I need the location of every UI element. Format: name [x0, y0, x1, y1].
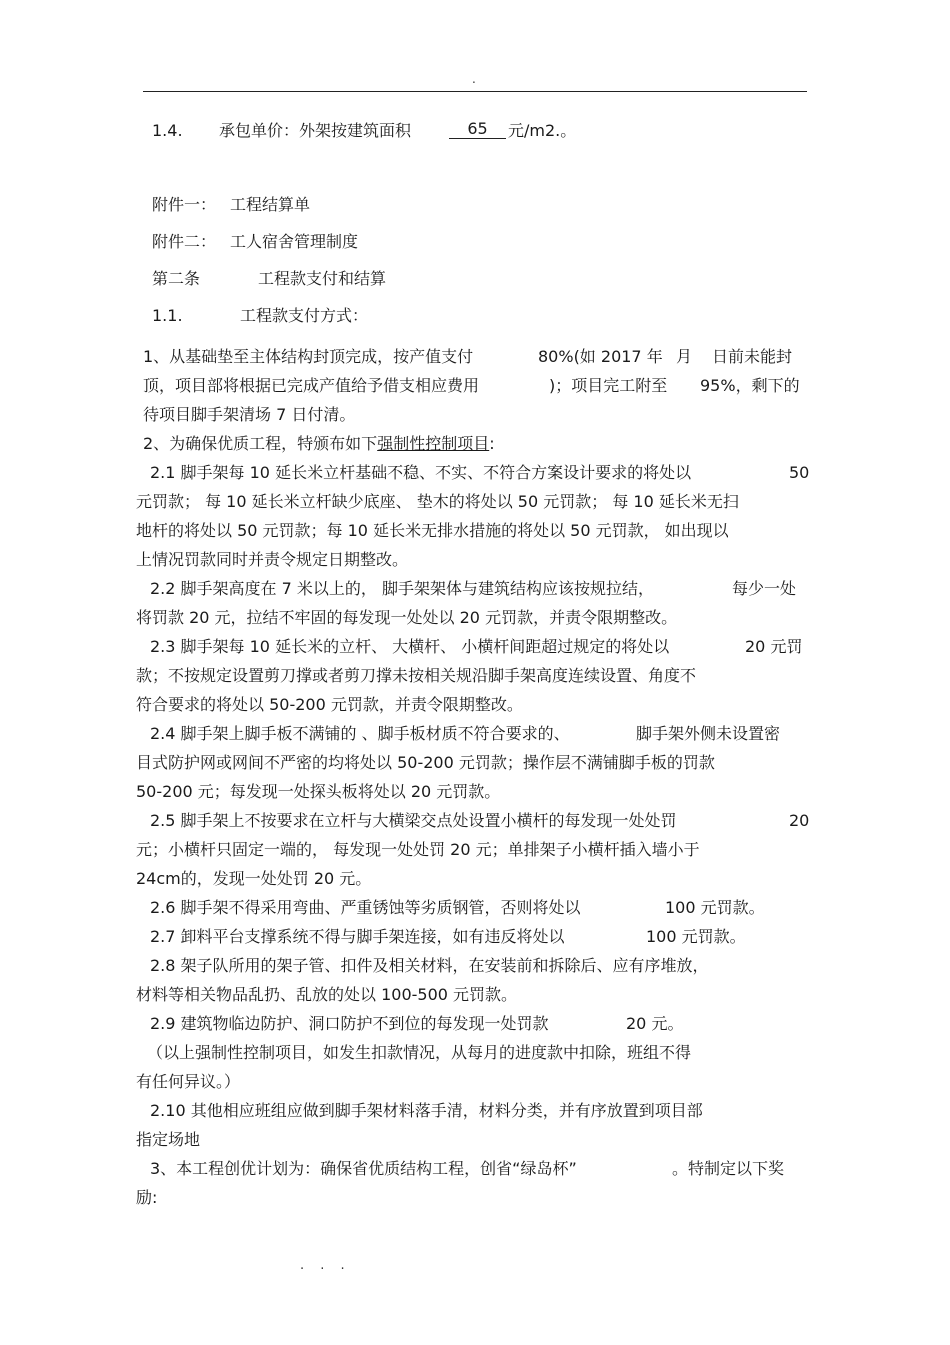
payment-text: 顶，项目部将根据已完成产值给予借支相应费用: [143, 376, 480, 395]
rule-text: 50-200 元；每发现一处探头板将处以 20 元罚款。: [136, 782, 501, 801]
rule-text: 元；小横杆只固定一端的， 每发现一处处罚 20 元；单排架子小横杆插入墙小于: [136, 840, 700, 859]
item-1-4-number: 1.4.: [152, 121, 183, 140]
controls-intro-underlined: 强制性控制项目: [377, 434, 490, 453]
plan-text: 3、本工程创优计划为：确保省优质结构工程，创省“绿岛杯”: [150, 1159, 577, 1178]
item-1-1-title: 工程款支付方式：: [240, 306, 369, 325]
attachment-label: 附件二：: [152, 232, 217, 251]
rule-text: 2.6 脚手架不得采用弯曲、严重锈蚀等劣质钢管，否则将处以: [150, 898, 581, 917]
plan-text: 励:: [136, 1188, 158, 1207]
rule-text: 每少一处: [732, 579, 797, 598]
item-1-1-number: 1.1.: [152, 306, 183, 325]
item-1-4-label: 承包单价：外架按建筑面积: [219, 121, 412, 140]
controls-intro-text: 2、为确保优质工程，特颁布如下: [143, 434, 378, 453]
payment-text: 待项目脚手架清场 7 日付清。: [143, 405, 356, 424]
rule-text: 20: [789, 811, 810, 830]
rule-text: 脚手架外侧未设置密: [636, 724, 781, 743]
note-text: 有任何异议。）: [136, 1072, 241, 1091]
payment-text: 80%(如 2017 年: [538, 347, 663, 366]
attachment-text: 工人宿舍管理制度: [230, 232, 359, 251]
payment-text: 95%，剩下的: [700, 376, 800, 395]
rule-text: 款；不按规定设置剪刀撑或者剪刀撑未按相关规沿脚手架高度连续设置、角度不: [136, 666, 697, 685]
rule-text: 指定场地: [136, 1130, 201, 1149]
rule-text: 地杆的将处以 50 元罚款；每 10 延长米无排水措施的将处以 50 元罚款， 如出现以: [136, 521, 729, 540]
attachment-text: 工程结算单: [230, 195, 311, 214]
rule-text: 2.9 建筑物临边防护、洞口防护不到位的每发现一处罚款: [150, 1014, 549, 1033]
rule-text: 2.7 卸料平台支撑系统不得与脚手架连接，如有违反将处以: [150, 927, 565, 946]
rule-text: 2.8 架子队所用的架子管、扣件及相关材料，在安装前和拆除后、应有序堆放，: [150, 956, 709, 975]
note-text: （以上强制性控制项目，如发生扣款情况，从每月的进度款中扣除，班组不得: [147, 1043, 692, 1062]
rule-text: 目式防护网或网间不严密的均将处以 50-200 元罚款；操作层不满铺脚手板的罚款: [136, 753, 715, 772]
payment-text: 1、从基础垫至主体结构封顶完成，按产值支付: [143, 347, 474, 366]
header-mark: .: [472, 72, 476, 86]
header-rule: [143, 91, 807, 92]
rule-text: 元罚款； 每 10 延长米立杆缺少底座、 垫木的将处以 50 元罚款； 每 10 延长米无扫: [136, 492, 739, 511]
rule-text: 2.10 其他相应班组应做到脚手架材料落手清，材料分类，并有序放置到项目部: [150, 1101, 703, 1120]
article-title: 工程款支付和结算: [258, 269, 387, 288]
rule-text: 将罚款 20 元，拉结不牢固的每发现一处处以 20 元罚款，并责令限期整改。: [136, 608, 678, 627]
unit-price-unit: 元/m2.。: [508, 121, 577, 140]
controls-intro-colon: :: [489, 434, 495, 453]
attachment-label: 附件一：: [152, 195, 217, 214]
unit-price-value: 65: [449, 120, 506, 139]
rule-text: 20 元罚: [745, 637, 803, 656]
plan-text: 。特制定以下奖: [672, 1159, 785, 1178]
footer-marks: . . .: [300, 1258, 351, 1273]
rule-text: 100 元罚款。: [665, 898, 765, 917]
rule-text: 2.3 脚手架每 10 延长米的立杆、 大横杆、 小横杆间距超过规定的将处以: [150, 637, 670, 656]
rule-text: 50: [789, 463, 810, 482]
rule-text: 材料等相关物品乱扔、乱放的处以 100-500 元罚款。: [136, 985, 518, 1004]
rule-text: 符合要求的将处以 50-200 元罚款，并责令限期整改。: [136, 695, 523, 714]
payment-text: )；项目完工附至: [549, 376, 668, 395]
rule-text: 24cm的，发现一处处罚 20 元。: [136, 869, 372, 888]
rule-text: 2.2 脚手架高度在 7 米以上的， 脚手架架体与建筑结构应该按规拉结，: [150, 579, 654, 598]
rule-text: 2.1 脚手架每 10 延长米立杆基础不稳、不实、不符合方案设计要求的将处以: [150, 463, 692, 482]
article-label: 第二条: [152, 269, 201, 288]
rule-text: 2.5 脚手架上不按要求在立杆与大横梁交点处设置小横杆的每发现一处处罚: [150, 811, 677, 830]
rule-text: 上情况罚款同时并责令规定日期整改。: [136, 550, 409, 569]
rule-text: 2.4 脚手架上脚手板不满铺的 、脚手板材质不符合要求的、: [150, 724, 570, 743]
payment-text: 月: [676, 347, 693, 366]
rule-text: 100 元罚款。: [646, 927, 746, 946]
rule-text: 20 元。: [626, 1014, 684, 1033]
payment-text: 日前未能封: [712, 347, 793, 366]
